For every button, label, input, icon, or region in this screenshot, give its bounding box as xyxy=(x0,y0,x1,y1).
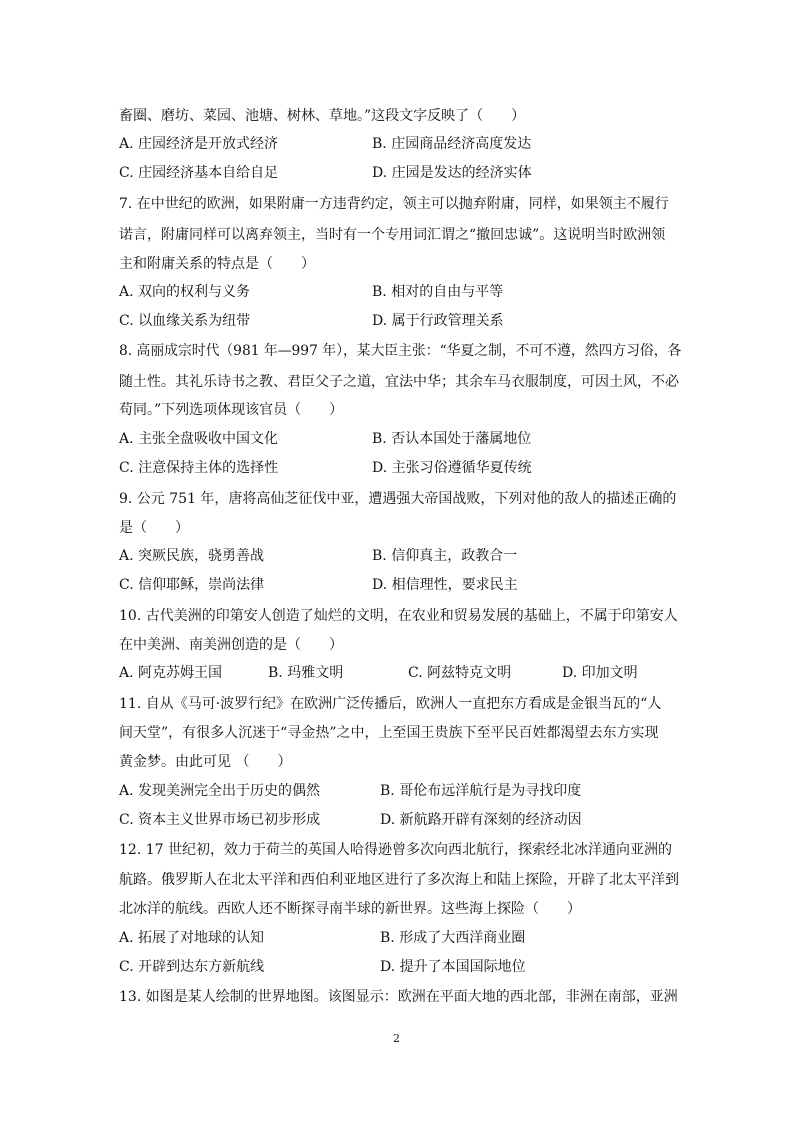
q6-stem-tail: 畜圈、磨坊、菜园、池塘、树林、草地。”这段文字反映了（ ） xyxy=(119,108,526,124)
q12-stem-line-1: 12. 17 世纪初，效力于荷兰的英国人哈得逊曾多次向西北航行，探索经北冰洋通向亚洲的 xyxy=(119,842,672,858)
q7-stem-line-2: 诺言，附庸同样可以离弃领主，当时有一个专用词汇谓之“撤回忠诚”。这说明当时欧洲领 xyxy=(119,227,666,243)
q12-stem-line-3: 北冰洋的航线。西欧人还不断探寻南半球的新世界。这些海上探险（ ） xyxy=(119,901,581,917)
q8-stem-line-1: 8. 高丽成宗时代（981 年—997 年），某大臣主张：“华夏之制，不可不遵，然四方习俗，各 xyxy=(119,343,682,359)
q12-option-d[interactable]: D. 提升了本国国际地位 xyxy=(380,959,526,975)
q10-option-c[interactable]: C. 阿兹特克文明 xyxy=(408,665,512,681)
q6-option-b[interactable]: B. 庄园商品经济高度发达 xyxy=(372,136,532,152)
q10-stem-line-1: 10. 古代美洲的印第安人创造了灿烂的文明，在农业和贸易发展的基础上，不属于印第安人 xyxy=(119,608,678,624)
q8-option-a[interactable]: A. 主张全盘吸收中国文化 xyxy=(119,431,279,447)
q11-stem-line-2: 间天堂”，有很多人沉迷于“寻金热”之中，上至国王贵族下至平民百姓都渴望去东方实现 xyxy=(119,725,659,741)
q6-option-a[interactable]: A. 庄园经济是开放式经济 xyxy=(119,136,279,152)
q7-option-b[interactable]: B. 相对的自由与平等 xyxy=(372,284,504,300)
q11-stem-line-3: 黄金梦。由此可见 （ ） xyxy=(119,754,292,770)
q12-stem-line-2: 航路。俄罗斯人在北太平洋和西伯利亚地区进行了多次海上和陆上探险，开辟了北太平洋到 xyxy=(119,872,679,888)
q10-option-a[interactable]: A. 阿克苏姆王国 xyxy=(119,665,223,681)
q12-option-c[interactable]: C. 开辟到达东方新航线 xyxy=(119,959,265,975)
q8-option-b[interactable]: B. 否认本国处于藩属地位 xyxy=(372,431,532,447)
q9-stem-line-2: 是（ ） xyxy=(119,520,189,536)
q9-stem-line-1: 9. 公元 751 年，唐将高仙芝征伐中亚，遭遇强大帝国战败，下列对他的敌人的描述正确的 xyxy=(119,491,677,507)
q13-stem-line-1: 13. 如图是某人绘制的世界地图。该图显示：欧洲在平面大地的西北部，非洲在南部，亚洲 xyxy=(119,989,678,1005)
q9-option-a[interactable]: A. 突厥民族，骁勇善战 xyxy=(119,548,265,564)
q9-option-c[interactable]: C. 信仰耶稣，崇尚法律 xyxy=(119,577,265,593)
q6-option-c[interactable]: C. 庄园经济基本自给自足 xyxy=(119,165,279,181)
q9-option-b[interactable]: B. 信仰真主，政教合一 xyxy=(372,548,518,564)
q11-option-d[interactable]: D. 新航路开辟有深刻的经济动因 xyxy=(380,812,582,828)
q10-option-d[interactable]: D. 印加文明 xyxy=(562,665,638,681)
q12-option-b[interactable]: B. 形成了大西洋商业圈 xyxy=(380,930,526,946)
q8-option-c[interactable]: C. 注意保持主体的选择性 xyxy=(119,460,279,476)
q8-stem-line-3: 苟同。”下列选项体现该官员（ ） xyxy=(119,402,344,418)
q11-option-c[interactable]: C. 资本主义世界市场已初步形成 xyxy=(119,812,321,828)
q8-option-d[interactable]: D. 主张习俗遵循华夏传统 xyxy=(372,460,532,476)
q11-option-a[interactable]: A. 发现美洲完全出于历史的偶然 xyxy=(119,783,321,799)
q9-option-d[interactable]: D. 相信理性，要求民主 xyxy=(372,577,518,593)
q12-option-a[interactable]: A. 拓展了对地球的认知 xyxy=(119,930,265,946)
q11-stem-line-1: 11. 自从《马可·波罗行纪》在欧洲广泛传播后，欧洲人一直把东方看成是金银当瓦的“人 xyxy=(119,696,662,712)
q10-option-b[interactable]: B. 玛雅文明 xyxy=(268,665,344,681)
q7-stem-line-3: 主和附庸关系的特点是（ ） xyxy=(119,256,315,272)
page-number: 2 xyxy=(393,1032,400,1045)
q7-option-c[interactable]: C. 以血缘关系为纽带 xyxy=(119,313,251,329)
q10-stem-line-2: 在中美洲、南美洲创造的是（ ） xyxy=(119,637,343,653)
q11-option-b[interactable]: B. 哥伦布远洋航行是为寻找印度 xyxy=(380,783,582,799)
q8-stem-line-2: 随土性。其礼乐诗书之教、君臣父子之道，宜法中华；其余车马衣服制度，可因土风，不必 xyxy=(119,374,679,390)
q6-option-d[interactable]: D. 庄园是发达的经济实体 xyxy=(372,165,532,181)
q7-option-d[interactable]: D. 属于行政管理关系 xyxy=(372,313,504,329)
q7-stem-line-1: 7. 在中世纪的欧洲，如果附庸一方违背约定，领主可以抛弃附庸，同样，如果领主不履行 xyxy=(119,196,669,212)
q7-option-a[interactable]: A. 双向的权利与义务 xyxy=(119,284,251,300)
